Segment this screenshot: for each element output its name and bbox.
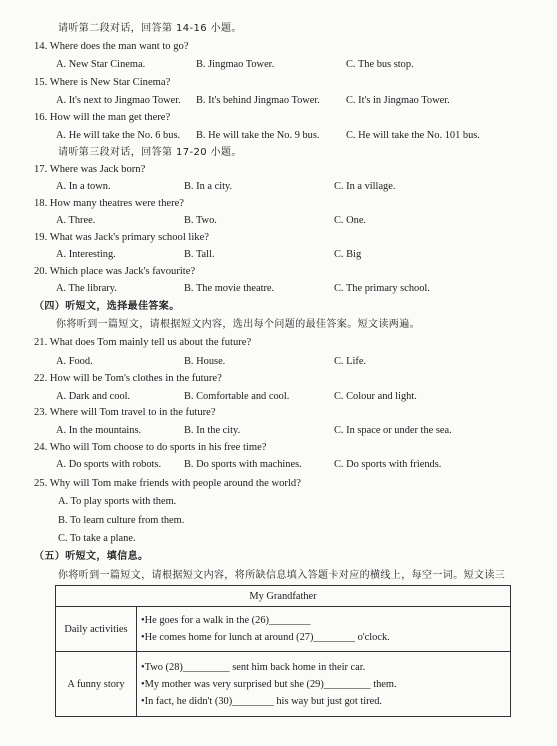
- q24-option-b: B. Do sports with machines.: [184, 459, 302, 470]
- q18-option-b: B. Two.: [184, 215, 217, 226]
- q21-option-b: B. House.: [184, 356, 226, 367]
- section5-instruction: 你将听到一篇短文，请根据短文内容，将所缺信息填入答题卡对应的横线上，每空一词。短文读三: [58, 570, 506, 581]
- blank-27-line: •He comes home for lunch at around (27)________ o'clock.: [141, 632, 390, 643]
- q20-option-c: C. The primary school.: [334, 283, 430, 294]
- q21-option-a: A. Food.: [56, 356, 93, 367]
- question-18: 18. How many theatres were there?: [34, 198, 185, 209]
- q23-option-a: A. In the mountains.: [56, 425, 142, 436]
- q23-option-c: C. In space or under the sea.: [334, 425, 452, 436]
- question-20: 20. Which place was Jack's favourite?: [34, 266, 196, 277]
- question-16: 16. How will the man get there?: [34, 112, 171, 123]
- question-24: 24. Who will Tom choose to do sports in his free time?: [34, 442, 267, 453]
- q14-option-a: A. New Star Cinema.: [56, 59, 146, 70]
- q15-option-c: C. It's in Jingmao Tower.: [346, 95, 450, 106]
- table-title: My Grandfather: [56, 586, 511, 607]
- question-21: 21. What does Tom mainly tell us about the future?: [34, 337, 252, 348]
- q14-option-b: B. Jingmao Tower.: [196, 59, 275, 70]
- section4-heading: （四）听短文，选择最佳答案。: [34, 301, 180, 312]
- q20-option-a: A. The library.: [56, 283, 117, 294]
- q17-option-c: C. In a village.: [334, 181, 396, 192]
- section2-instruction: 请听第二段对话，回答第 14-16 小题。: [58, 23, 242, 34]
- q19-option-a: A. Interesting.: [56, 249, 116, 260]
- q17-option-a: A. In a town.: [56, 181, 111, 192]
- blank-26-line: •He goes for a walk in the (26)________: [141, 615, 311, 626]
- section5-heading: （五）听短文，填信息。: [34, 551, 149, 562]
- section3-instruction: 请听第三段对话，回答第 17-20 小题。: [58, 147, 242, 158]
- q16-option-c: C. He will take the No. 101 bus.: [346, 130, 480, 141]
- q18-option-c: C. One.: [334, 215, 367, 226]
- question-15: 15. Where is New Star Cinema?: [34, 77, 171, 88]
- q25-option-a: A. To play sports with them.: [58, 496, 177, 507]
- table-row: [56, 652, 511, 717]
- grandfather-table: [55, 585, 511, 717]
- q24-option-a: A. Do sports with robots.: [56, 459, 162, 470]
- row-content-daily-activities: [137, 607, 511, 652]
- q25-option-b: B. To learn culture from them.: [58, 515, 185, 526]
- row-label-funny-story: A funny story: [56, 652, 137, 717]
- question-17: 17. Where was Jack born?: [34, 164, 146, 175]
- q23-option-b: B. In the city.: [184, 425, 241, 436]
- q16-option-a: A. He will take the No. 6 bus.: [56, 130, 181, 141]
- question-14: 14. Where does the man want to go?: [34, 41, 189, 52]
- question-22: 22. How will be Tom's clothes in the future?: [34, 373, 222, 384]
- question-19: 19. What was Jack's primary school like?: [34, 232, 209, 243]
- q16-option-b: B. He will take the No. 9 bus.: [196, 130, 320, 141]
- q19-option-c: C. Big: [334, 249, 362, 260]
- row-content-funny-story: [137, 652, 511, 717]
- blank-29-line: •My mother was very surprised but she (29)_________ them.: [141, 678, 397, 690]
- q17-option-b: B. In a city.: [184, 181, 233, 192]
- q19-option-b: B. Tall.: [184, 249, 215, 260]
- q14-option-c: C. The bus stop.: [346, 59, 414, 70]
- q25-option-c: C. To take a plane.: [58, 533, 136, 544]
- table-row: [56, 607, 511, 652]
- q15-option-b: B. It's behind Jingmao Tower.: [196, 95, 320, 106]
- q22-option-a: A. Dark and cool.: [56, 391, 131, 402]
- table-title-row: [56, 586, 511, 607]
- q22-option-c: C. Colour and light.: [334, 391, 417, 402]
- blank-28-line: •Two (28)_________ sent him back home in their car.: [141, 661, 366, 673]
- q15-option-a: A. It's next to Jingmao Tower.: [56, 95, 181, 106]
- row-label-daily-activities: Daily activities: [56, 607, 137, 652]
- blank-30-line: •In fact, he didn't (30)________ his way but just got tired.: [141, 695, 382, 707]
- section4-instruction: 你将听到一篇短文，请根据短文内容，选出每个问题的最佳答案。短文读两遍。: [56, 319, 420, 330]
- q21-option-c: C. Life.: [334, 356, 367, 367]
- q22-option-b: B. Comfortable and cool.: [184, 391, 290, 402]
- q24-option-c: C. Do sports with friends.: [334, 459, 442, 470]
- q20-option-b: B. The movie theatre.: [184, 283, 275, 294]
- question-23: 23. Where will Tom travel to in the future?: [34, 407, 216, 418]
- question-25: 25. Why will Tom make friends with people around the world?: [34, 478, 301, 489]
- q18-option-a: A. Three.: [56, 215, 96, 226]
